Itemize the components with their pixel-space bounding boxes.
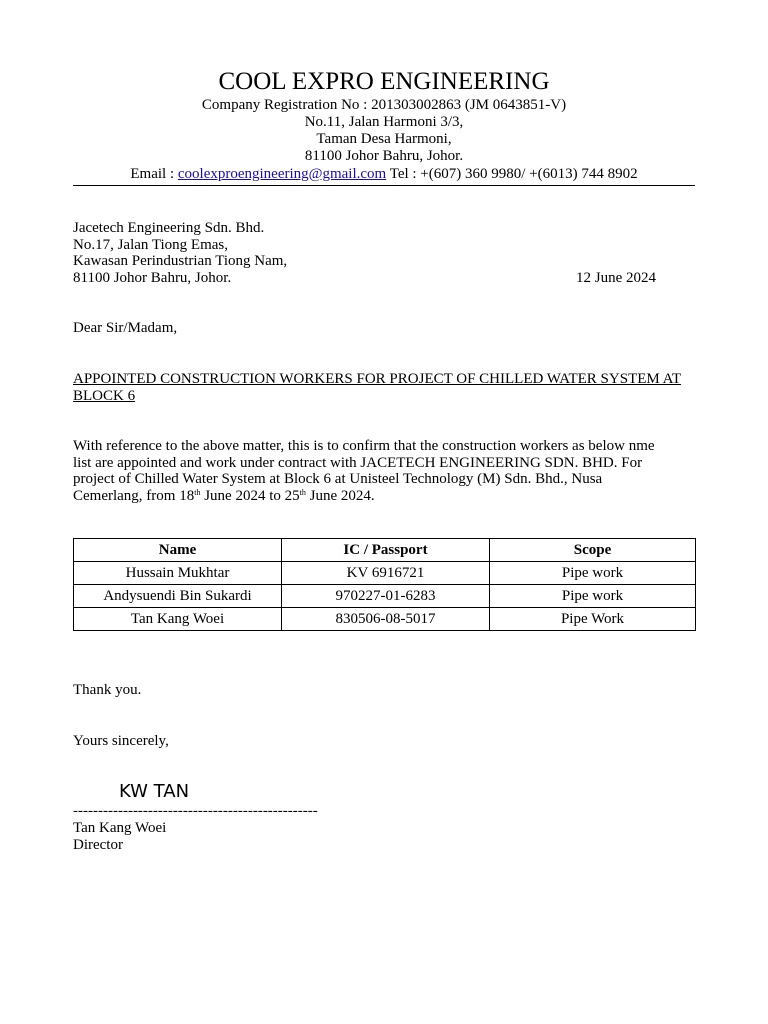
- sign-off-text: Yours sincerely,: [73, 733, 169, 749]
- body-line: With reference to the above matter, this is to confirm that the construction workers as below nme: [73, 438, 655, 454]
- signer-name: Tan Kang Woei: [73, 820, 167, 836]
- company-address-line: No.11, Jalan Harmoni 3/3,: [304, 114, 464, 130]
- table-row: [74, 608, 696, 631]
- recipient-line: Jacetech Engineering Sdn. Bhd.: [73, 220, 265, 236]
- email-label: Email :: [130, 166, 178, 182]
- table-row: [74, 585, 696, 608]
- column-header-scope: Scope: [490, 539, 696, 562]
- worker-name-cell: Andysuendi Bin Sukardi: [74, 585, 282, 608]
- header-divider: [73, 185, 695, 186]
- worker-ic-cell: KV 6916721: [282, 562, 490, 585]
- telephone-text: Tel : +(607) 360 9980/ +(6013) 744 8902: [386, 166, 638, 182]
- body-line: list are appointed and work under contract with JACETECH ENGINEERING SDN. BHD. For: [73, 455, 643, 471]
- recipient-line: No.17, Jalan Tiong Emas,: [73, 237, 229, 253]
- body-text: June 2024.: [305, 488, 375, 504]
- worker-name-cell: Hussain Mukhtar: [74, 562, 282, 585]
- thank-you-text: Thank you.: [73, 682, 142, 698]
- worker-ic-cell: 830506-08-5017: [282, 608, 490, 631]
- signer-title: Director: [73, 837, 123, 853]
- company-address-line: Taman Desa Harmoni,: [316, 131, 452, 147]
- contact-line: [0, 166, 768, 183]
- salutation: Dear Sir/Madam,: [73, 320, 178, 336]
- signature-text: KW TAN: [119, 781, 190, 802]
- ordinal-suffix: th: [194, 488, 201, 497]
- ordinal-suffix: th: [299, 488, 306, 497]
- table-row: [74, 562, 696, 585]
- letter-subject: APPOINTED CONSTRUCTION WORKERS FOR PROJECT OF CHILLED WATER SYSTEM AT BLOCK 6: [73, 371, 681, 404]
- signature-line: -------------------------------------------------: [73, 803, 318, 819]
- worker-ic-cell: 970227-01-6283: [282, 585, 490, 608]
- body-text: Cemerlang, from 18: [73, 488, 195, 504]
- recipient-line: 81100 Johor Bahru, Johor.: [73, 270, 232, 286]
- worker-scope-cell: Pipe work: [490, 585, 696, 608]
- worker-scope-cell: Pipe Work: [490, 608, 696, 631]
- company-name: COOL EXPRO ENGINEERING: [218, 68, 550, 95]
- worker-scope-cell: Pipe work: [490, 562, 696, 585]
- recipient-line: Kawasan Perindustrian Tiong Nam,: [73, 253, 288, 269]
- email-link[interactable]: coolexproengineering@gmail.com: [177, 166, 387, 182]
- column-header-name: Name: [74, 539, 282, 562]
- table-header-row: [74, 539, 696, 562]
- body-line: project of Chilled Water System at Block 6 at Unisteel Technology (M) Sdn. Bhd., Nusa: [73, 471, 603, 487]
- body-line: [73, 488, 375, 505]
- column-header-ic-passport: IC / Passport: [282, 539, 490, 562]
- company-registration: Company Registration No : 201303002863 (JM 0643851-V): [201, 97, 567, 113]
- company-address-line: 81100 Johor Bahru, Johor.: [304, 148, 464, 164]
- body-text: June 2024 to 25: [200, 488, 300, 504]
- letter-date: 12 June 2024: [576, 270, 656, 286]
- workers-table: [73, 538, 696, 631]
- worker-name-cell: Tan Kang Woei: [74, 608, 282, 631]
